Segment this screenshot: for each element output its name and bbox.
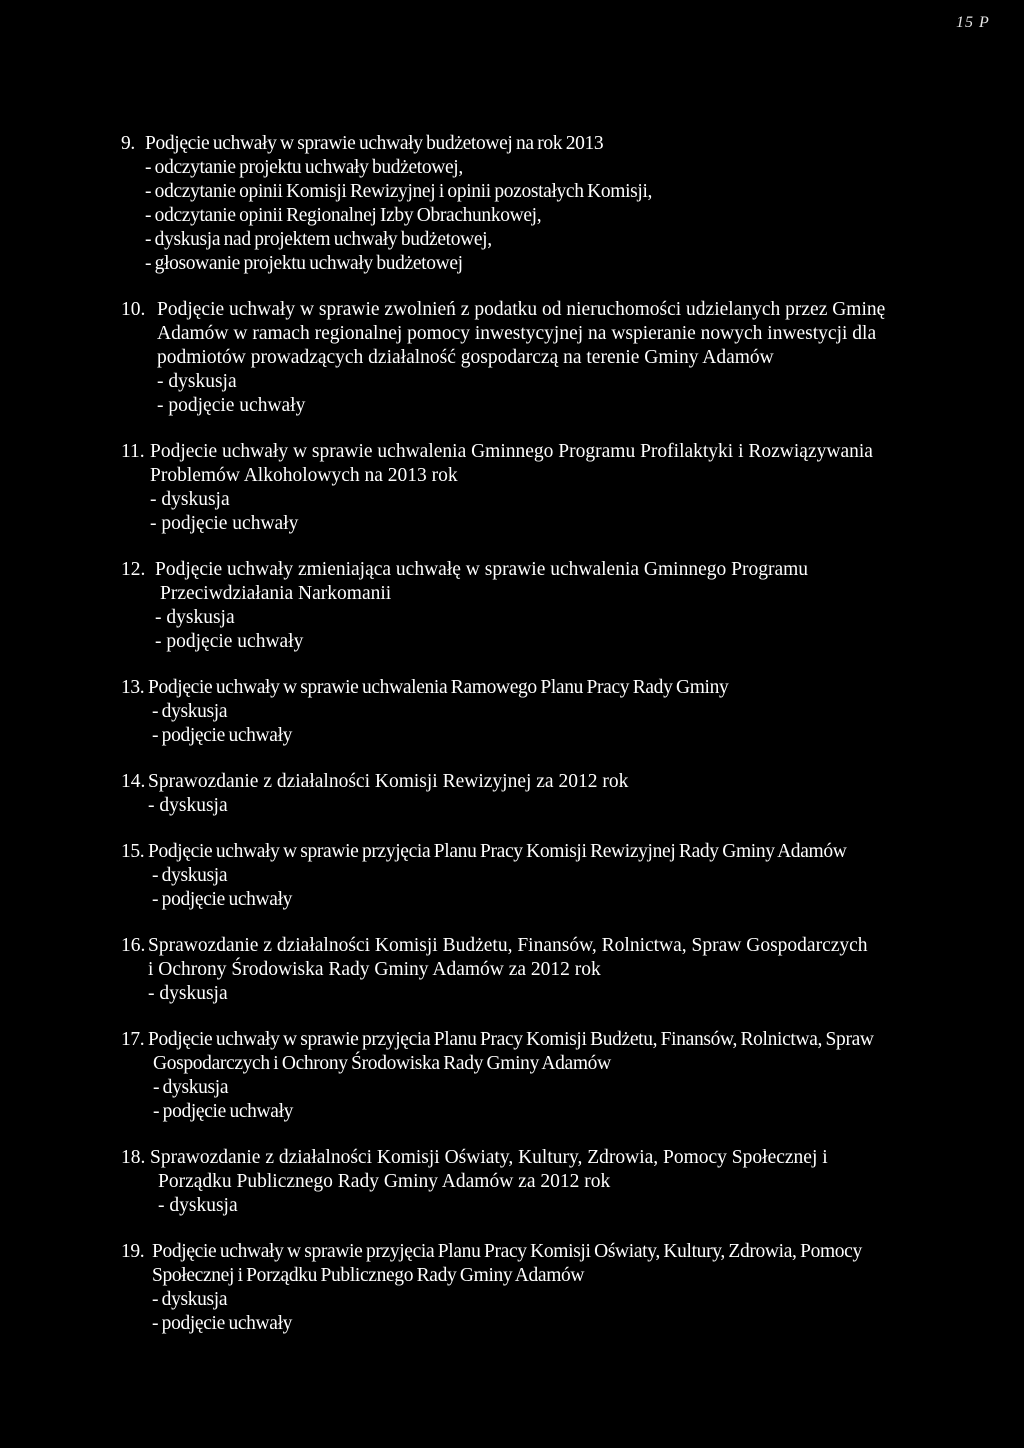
item-subpoint: - dyskusja <box>152 1289 228 1310</box>
item-title-continued: podmiotów prowadzących działalność gospodarczą na terenie Gminy Adamów <box>157 347 774 368</box>
item-title: Podjęcie uchwały zmieniająca uchwałę w sprawie uchwalenia Gminnego Programu <box>155 559 809 580</box>
item-number: 18. <box>121 1147 146 1168</box>
item-number: 14. <box>121 771 146 792</box>
item-subpoint: - dyskusja <box>155 607 235 628</box>
item-title-continued: Problemów Alkoholowych na 2013 rok <box>150 465 458 486</box>
item-title: Podjęcie uchwały w sprawie uchwały budżetowej na rok 2013 <box>145 133 604 154</box>
item-subpoint: - podjęcie uchwały <box>152 889 293 910</box>
item-subpoint: - podjęcie uchwały <box>155 631 304 652</box>
item-number: 15. <box>121 841 145 862</box>
agenda-item-9 <box>0 132 1024 276</box>
item-subpoint: - dyskusja nad projektem uchwały budżetowej, <box>145 229 492 250</box>
item-subpoint: - podjęcie uchwały <box>152 725 293 746</box>
item-subpoint: - podjęcie uchwały <box>153 1101 294 1122</box>
item-subpoint: - odczytanie opinii Regionalnej Izby Obrachunkowej, <box>145 205 542 226</box>
item-number: 16. <box>121 935 146 956</box>
item-title-continued: Przeciwdziałania Narkomanii <box>160 583 392 604</box>
item-subpoint: - dyskusja <box>152 701 228 722</box>
item-subpoint: - dyskusja <box>152 865 228 886</box>
item-subpoint: - odczytanie projektu uchwały budżetowej, <box>145 157 463 178</box>
agenda-item-16 <box>0 934 1024 1006</box>
page-mark: 15 P <box>956 14 990 31</box>
item-title: Podjęcie uchwały w sprawie uchwalenia Ramowego Planu Pracy Rady Gminy <box>148 677 729 698</box>
item-title: Podjęcie uchwały w sprawie przyjęcia Planu Pracy Komisji Oświaty, Kultury, Zdrowia, Pomocy <box>152 1241 862 1262</box>
item-title: Sprawozdanie z działalności Komisji Budżetu, Finansów, Rolnictwa, Spraw Gospodarczych <box>148 935 868 956</box>
item-title-continued: Adamów w ramach regionalnej pomocy inwestycyjnej na wspieranie nowych inwestycji dla <box>157 323 877 344</box>
agenda-item-11 <box>0 440 1024 536</box>
item-title: Sprawozdanie z działalności Komisji Rewizyjnej za 2012 rok <box>148 771 629 792</box>
item-title: Podjecie uchwały w sprawie uchwalenia Gminnego Programu Profilaktyki i Rozwiązywania <box>150 441 873 462</box>
agenda-item-19 <box>0 1240 1024 1336</box>
item-title-continued: Gospodarczych i Ochrony Środowiska Rady Gminy Adamów <box>153 1053 611 1074</box>
item-subpoint: - podjęcie uchwały <box>157 395 306 416</box>
item-subpoint: - odczytanie opinii Komisji Rewizyjnej i opinii pozostałych Komisji, <box>145 181 653 202</box>
item-title-continued: Porządku Publicznego Rady Gminy Adamów za 2012 rok <box>158 1171 611 1192</box>
agenda-list <box>0 132 1024 1336</box>
item-number: 10. <box>121 299 146 320</box>
agenda-item-18 <box>0 1146 1024 1218</box>
agenda-item-13 <box>0 676 1024 748</box>
item-subpoint: - dyskusja <box>153 1077 229 1098</box>
item-number: 19. <box>121 1241 145 1262</box>
agenda-item-12 <box>0 558 1024 654</box>
item-title: Podjęcie uchwały w sprawie przyjęcia Planu Pracy Komisji Rewizyjnej Rady Gminy Adamów <box>148 841 847 862</box>
agenda-item-10 <box>0 298 1024 418</box>
item-subpoint: - dyskusja <box>158 1195 238 1216</box>
item-subpoint: - podjęcie uchwały <box>150 513 299 534</box>
item-number: 11. <box>121 441 145 462</box>
item-subpoint: - dyskusja <box>148 983 228 1004</box>
item-title: Podjęcie uchwały w sprawie przyjęcia Planu Pracy Komisji Budżetu, Finansów, Rolnictwa, Spraw <box>148 1029 874 1050</box>
agenda-item-17 <box>0 1028 1024 1124</box>
item-subpoint: - dyskusja <box>157 371 237 392</box>
item-number: 13. <box>121 677 145 698</box>
item-title-continued: Społecznej i Porządku Publicznego Rady Gminy Adamów <box>152 1265 585 1286</box>
item-subpoint: - głosowanie projektu uchwały budżetowej <box>145 253 463 274</box>
agenda-item-14 <box>0 770 1024 818</box>
item-title-continued: i Ochrony Środowiska Rady Gminy Adamów za 2012 rok <box>148 959 601 980</box>
item-title: Sprawozdanie z działalności Komisji Oświaty, Kultury, Zdrowia, Pomocy Społecznej i <box>150 1147 828 1168</box>
agenda-item-15 <box>0 840 1024 912</box>
item-subpoint: - dyskusja <box>150 489 230 510</box>
item-number: 9. <box>121 133 135 154</box>
item-title: Podjęcie uchwały w sprawie zwolnień z podatku od nieruchomości udzielanych przez Gminę <box>157 299 886 320</box>
item-number: 12. <box>121 559 146 580</box>
item-subpoint: - podjęcie uchwały <box>152 1313 293 1334</box>
item-subpoint: - dyskusja <box>148 795 228 816</box>
item-number: 17. <box>121 1029 145 1050</box>
